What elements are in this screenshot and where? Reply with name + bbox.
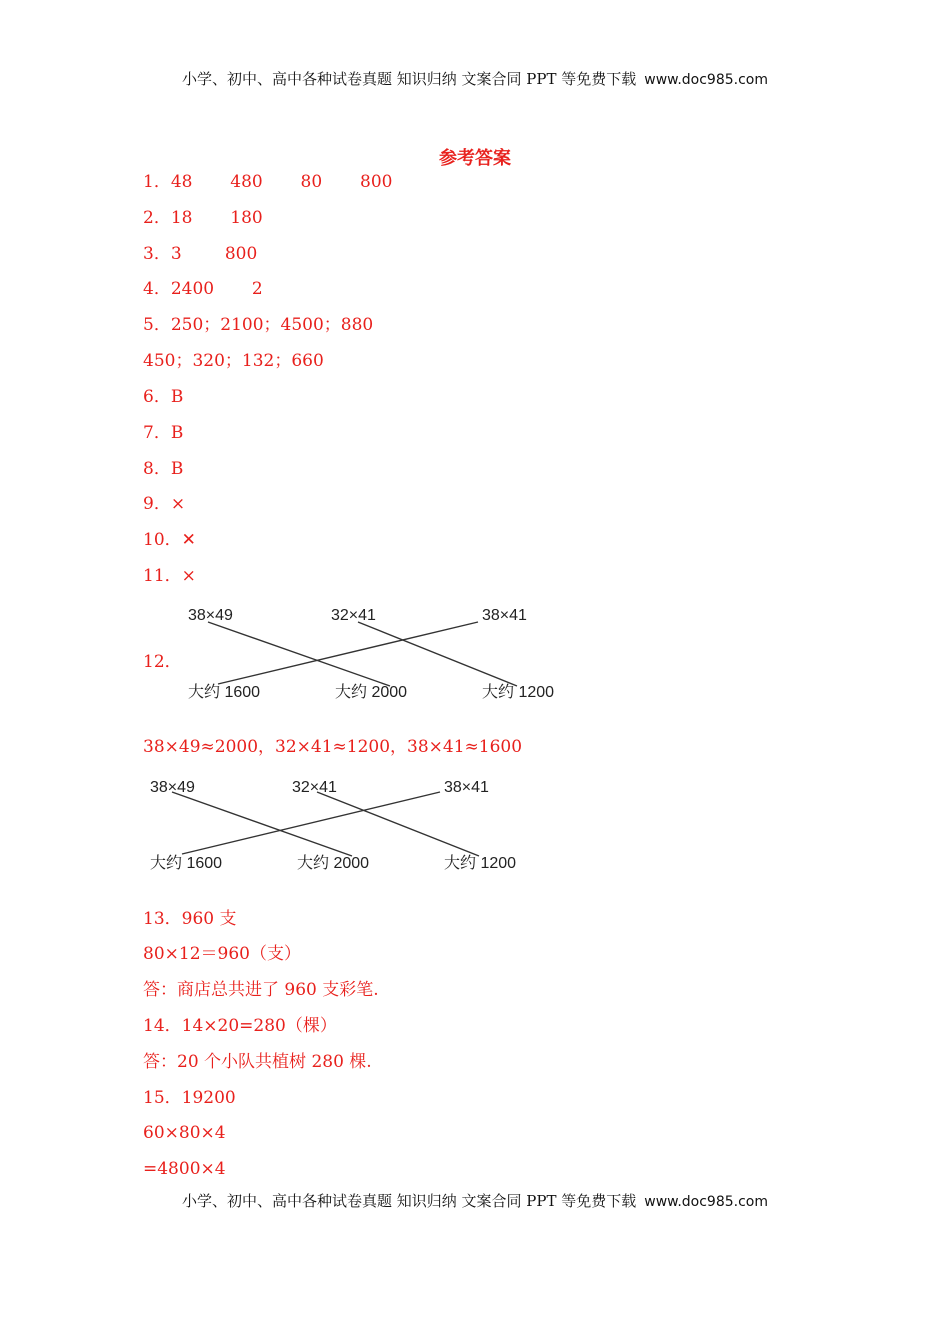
answer-15-step2: =4800×4 xyxy=(143,1159,226,1179)
answer-8: 8．B xyxy=(143,459,184,479)
diagram-bottom-label: 大约 1200 xyxy=(482,684,555,701)
answer-15: 15．19200 xyxy=(143,1088,236,1108)
answer-9: 9．× xyxy=(143,494,186,514)
page-title: 参考答案 xyxy=(439,148,511,169)
answer-14: 14．14×20=280（棵） xyxy=(143,1016,337,1036)
diagram-top-label: 38×41 xyxy=(444,779,489,796)
diagram-bottom-label: 大约 2000 xyxy=(335,684,408,701)
header-text: 小学、初中、高中各种试卷真题 知识归纳 文案合同 PPT 等免费下载 xyxy=(181,70,637,88)
answer-1: 1．48 480 80 800 xyxy=(143,172,393,192)
footer-text: 小学、初中、高中各种试卷真题 知识归纳 文案合同 PPT 等免费下载 xyxy=(181,1192,637,1210)
header-site: www.doc985.com xyxy=(644,72,768,88)
diagram-top-label: 32×41 xyxy=(292,779,337,796)
answer-7: 7．B xyxy=(143,423,184,443)
diagram-top-label: 32×41 xyxy=(331,607,376,624)
answer-4: 4．2400 2 xyxy=(143,279,263,299)
diagram-bottom-label: 大约 1600 xyxy=(150,855,223,872)
page-header xyxy=(0,68,950,89)
answer-12: 12． xyxy=(143,652,182,672)
match-line xyxy=(172,792,352,856)
diagram-top-label: 38×49 xyxy=(150,779,195,796)
diagram-top-label: 38×41 xyxy=(482,607,527,624)
match-line xyxy=(218,622,478,684)
match-line xyxy=(182,792,440,854)
answer-5: 5．250；2100；4500；880 xyxy=(143,315,374,335)
answer-6: 6．B xyxy=(143,387,184,407)
diagram-bottom-label: 大约 2000 xyxy=(297,855,370,872)
answer-13: 13．960 支 xyxy=(143,909,237,929)
diagram-bottom-label: 大约 1600 xyxy=(188,684,261,701)
page-footer xyxy=(0,1190,950,1211)
match-line xyxy=(208,622,390,686)
answer-10: 10．✕ xyxy=(143,530,196,550)
answer-11: 11．× xyxy=(143,566,196,586)
footer-site: www.doc985.com xyxy=(644,1194,768,1210)
answer-15-step1: 60×80×4 xyxy=(143,1123,226,1143)
matching-diagram-2 xyxy=(142,772,532,882)
answer-5-cont: 450；320；132；660 xyxy=(143,351,324,371)
answer-13-reply: 答：商店总共进了 960 支彩笔. xyxy=(143,980,379,1000)
answer-3: 3．3 800 xyxy=(143,244,258,264)
answer-2: 2．18 180 xyxy=(143,208,263,228)
diagram-top-label: 38×49 xyxy=(188,607,233,624)
matching-diagram-1 xyxy=(180,600,570,710)
answer-13-formula: 80×12＝960（支） xyxy=(143,944,301,964)
answer-12-explanation: 38×49≈2000，32×41≈1200，38×41≈1600 xyxy=(143,737,523,757)
diagram-bottom-label: 大约 1200 xyxy=(444,855,517,872)
answer-14-reply: 答：20 个小队共植树 280 棵. xyxy=(143,1052,372,1072)
